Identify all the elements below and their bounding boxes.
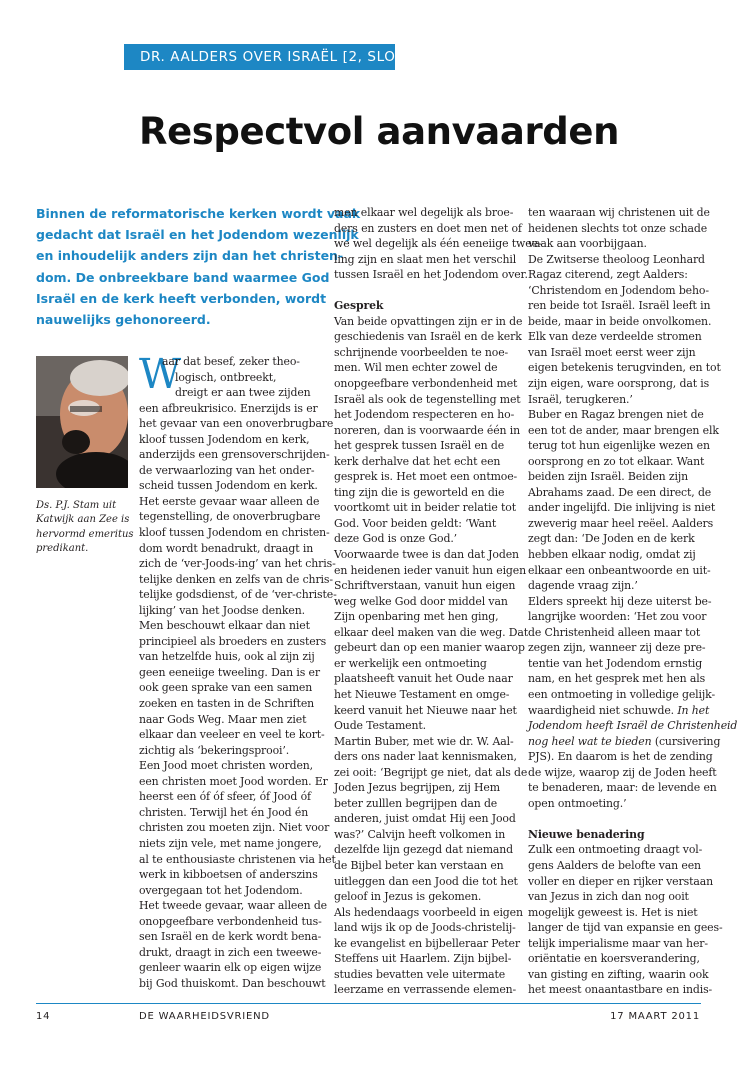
body-line: geschiedenis van Israël en de kerk bbox=[334, 330, 522, 344]
body-line: de verwaarlozing van het onder- bbox=[139, 463, 315, 477]
caption-line: predikant. bbox=[36, 543, 89, 555]
body-line: een christen moet Jood worden. Er bbox=[139, 774, 328, 788]
body-line: ting zijn die is geworteld en die bbox=[334, 485, 505, 499]
body-line: oorsprong en zo tot elkaar. Want bbox=[528, 454, 705, 468]
body-line: zijn eigen, ware oorsprong, dat is bbox=[528, 377, 710, 391]
body-line: waardigheid niet schuwde. In het bbox=[528, 703, 710, 717]
body-line bbox=[528, 734, 721, 750]
body-line: zegen zijn, wanneer zij deze pre- bbox=[528, 641, 706, 655]
body-line: Buber en Ragaz brengen niet de bbox=[528, 408, 704, 422]
intro-line: gedacht dat Israël en het Jodendom wezenlijk bbox=[36, 227, 359, 243]
body-line: dezelfde lijn gezegd dat niemand bbox=[334, 843, 514, 857]
body-line: Joden Jezus begrijpen, zij Hem bbox=[334, 781, 500, 795]
page-number: 14 bbox=[36, 1011, 51, 1022]
body-line: tegenstelling, de onoverbrugbare bbox=[139, 510, 321, 524]
body-line: kerk derhalve dat het echt een bbox=[334, 454, 501, 468]
body-line: het gesprek tussen Israël en de bbox=[334, 439, 505, 453]
body-line: terug tot hun eigenlijke wezen en bbox=[528, 439, 710, 453]
body-line: sen Israël en de kerk wordt bena- bbox=[139, 930, 322, 944]
body-line: eigen betekenis terugvinden, en tot bbox=[528, 361, 721, 375]
body-line: onopgeefbare verbondenheid tus- bbox=[139, 914, 322, 928]
body-line: van Israël moet eerst weer zijn bbox=[528, 345, 696, 359]
article-column-1 bbox=[139, 350, 337, 991]
paragraph-gap bbox=[334, 283, 514, 299]
caption-line: Katwijk aan Zee is bbox=[36, 514, 130, 526]
body-line: heidenen slechts tot onze schade bbox=[528, 221, 708, 235]
body-line: Schriftverstaan, vanuit hun eigen bbox=[334, 579, 516, 593]
body-line: zei ooit: ‘Begrijpt ge niet, dat als de bbox=[334, 765, 528, 779]
body-line: Van beide opvattingen zijn er in de bbox=[334, 314, 523, 328]
section-label: DR. AALDERS OVER ISRAËL [2, SLOT] bbox=[124, 44, 395, 70]
article-title: Respectvol aanvaarden bbox=[139, 110, 620, 153]
italic-quote: In het bbox=[677, 703, 710, 717]
body-line: Martin Buber, met wie dr. W. Aal- bbox=[334, 734, 514, 748]
body-line: de Bijbel beter kan verstaan en bbox=[334, 858, 504, 872]
body-line: men. Wil men echter zowel de bbox=[334, 361, 498, 375]
body-line: al te enthousiaste christenen via het bbox=[139, 852, 336, 866]
body-line: ders ons nader laat kennismaken, bbox=[334, 750, 517, 764]
body-line: naar Gods Weg. Maar men ziet bbox=[139, 712, 307, 726]
drop-cap: W bbox=[139, 350, 182, 398]
body-line: Zijn openbaring met hen ging, bbox=[334, 610, 499, 624]
caption-line: Ds. P.J. Stam uit bbox=[36, 500, 117, 511]
body-line: Voorwaarde twee is dan dat Joden bbox=[334, 548, 519, 562]
intro-line: dom. De onbreekbare band waarmee God bbox=[36, 269, 330, 285]
body-line: elkaar deel maken van die weg. Dat bbox=[334, 625, 528, 639]
body-line: er werkelijk een ontmoeting bbox=[334, 656, 487, 670]
body-line: tentie van het Jodendom ernstig bbox=[528, 656, 703, 670]
body-line: Het eerste gevaar waar alleen de bbox=[139, 494, 320, 508]
body-line: God. Voor beiden geldt: ‘Want bbox=[334, 516, 497, 530]
body-line: het gevaar van een onoverbrugbare bbox=[139, 417, 334, 431]
body-line: zichtig als ‘bekeringsprooi’. bbox=[139, 743, 290, 757]
body-line: ten waaraan wij christenen uit de bbox=[528, 206, 710, 219]
body-line: mogelijk geweest is. Het is niet bbox=[528, 905, 698, 919]
body-line: Steffens uit Haarlem. Zijn bijbel- bbox=[334, 952, 512, 966]
body-line: van hetzelfde huis, ook al zijn zij bbox=[139, 650, 315, 664]
body-line: voller en dieper en rijker verstaan bbox=[528, 874, 713, 888]
intro-line: nauwelijks gehonoreerd. bbox=[36, 312, 211, 328]
body-line: plaatsheeft vanuit het Oude naar bbox=[334, 672, 513, 686]
issue-date: 17 MAART 2011 bbox=[610, 1011, 700, 1022]
body-line: telijke godsdienst, of de ‘ver-christe- bbox=[139, 588, 337, 602]
body-line: drukt, draagt in zich een tweewe- bbox=[139, 945, 322, 959]
body-line: ling zijn en slaat men het verschil bbox=[334, 252, 517, 266]
subheading-nieuwe-benadering: Nieuwe benadering bbox=[528, 827, 645, 841]
paragraph-gap bbox=[528, 811, 708, 827]
body-line: lijking’ van het Joodse denken. bbox=[139, 603, 305, 617]
body-line: Men beschouwt elkaar dan niet bbox=[139, 619, 310, 633]
body-line: ders en zusters en doet men net of bbox=[334, 221, 522, 235]
body-line: ren beide tot Israël. Israël leeft in bbox=[528, 299, 711, 313]
body-line: overgegaan tot het Jodendom. bbox=[139, 883, 303, 897]
body-line: anderzijds een grensoverschrijden- bbox=[139, 448, 330, 462]
body-line: beide, maar in beide onvolkomen. bbox=[528, 314, 712, 328]
body-line: Israël, terugkeren.’ bbox=[528, 392, 633, 406]
body-line: genleer waarin elk op eigen wijze bbox=[139, 961, 322, 975]
body-line: onopgeefbare verbondenheid met bbox=[334, 377, 518, 391]
body-line: geloof in Jezus is gekomen. bbox=[334, 890, 482, 904]
body-line: schrijnende voorbeelden te noe- bbox=[334, 345, 509, 359]
body-line: dagende vraag zijn.’ bbox=[528, 579, 638, 593]
body-line: Oude Testament. bbox=[334, 719, 426, 733]
body-line: het meest onaantastbare en indis- bbox=[528, 983, 713, 997]
body-line: kloof tussen Jodendom en christen- bbox=[139, 526, 330, 540]
body-line: we wel degelijk als één eeneiige twee- bbox=[334, 237, 542, 251]
body-line: het Nieuwe Testament en omge- bbox=[334, 687, 510, 701]
body-line: een tot de ander, maar brengen elk bbox=[528, 423, 719, 437]
publication-name: DE WAARHEIDSVRIEND bbox=[139, 1011, 270, 1022]
body-line: elkaar een onbeantwoorde en uit- bbox=[528, 563, 711, 577]
citation-note: (cursivering bbox=[654, 734, 721, 748]
body-line: Een Jood moet christen worden, bbox=[139, 759, 314, 773]
body-line: Zulk een ontmoeting draagt vol- bbox=[528, 843, 703, 857]
body-line: Elk van deze verdeelde stromen bbox=[528, 330, 702, 344]
body-line: ander ingelijfd. Die inlijving is niet bbox=[528, 501, 716, 515]
body-line: telijke denken en zelfs van de chris- bbox=[139, 572, 333, 586]
photo-caption bbox=[36, 499, 134, 557]
body-line: Elders spreekt hij deze uiterst be- bbox=[528, 594, 712, 608]
body-line: oriëntatie en koersverandering, bbox=[528, 952, 700, 966]
body-line: Israël als ook de tegenstelling met bbox=[334, 392, 521, 406]
body-line: Abrahams zaad. De een direct, de bbox=[528, 485, 712, 499]
article-column-2 bbox=[334, 205, 542, 998]
body-line: principieel als broeders en zusters bbox=[139, 634, 327, 648]
body-line: men elkaar wel degelijk als broe- bbox=[334, 206, 514, 219]
body-line: telijk imperialisme maar van her- bbox=[528, 936, 708, 950]
body-line: van gisting en zifting, waarin ook bbox=[528, 967, 709, 981]
body-line: de wijze, waarop zij de Joden heeft bbox=[528, 765, 717, 779]
body-line: land wijs ik op de Joods-christelij- bbox=[334, 921, 516, 935]
body-line: gens Aalders de belofte van een bbox=[528, 858, 701, 872]
body-line: noreren, dan is voorwaarde één in bbox=[334, 423, 521, 437]
body-line: voortkomt uit in beider relatie tot bbox=[334, 501, 516, 515]
body-line: elkaar dan veeleer en veel te kort- bbox=[139, 728, 325, 742]
body-line: beiden zijn Israël. Beiden zijn bbox=[528, 470, 689, 484]
body-line: heerst een óf óf sfeer, óf Jood óf bbox=[139, 790, 311, 804]
body-line: PJS). En daarom is het de zending bbox=[528, 750, 713, 764]
body-line: gesprek is. Het moet een ontmoe- bbox=[334, 470, 518, 484]
body-line: Ragaz citerend, zegt Aalders: bbox=[528, 268, 688, 282]
body-line: te benaderen, maar: de levende en bbox=[528, 781, 717, 795]
body-line: beter zulllen begrijpen dan de bbox=[334, 796, 498, 810]
body-line: Het tweede gevaar, waar alleen de bbox=[139, 899, 327, 913]
body-line: zich de ‘ver-Joods-ing’ van het chris- bbox=[139, 557, 336, 571]
intro-line: en inhoudelijk anders zijn dan het christen- bbox=[36, 248, 344, 264]
body-line: weg welke God door middel van bbox=[334, 594, 508, 608]
body-line: een afbreukrisico. Enerzijds is er bbox=[139, 401, 318, 415]
body-line: bij God thuiskomt. Dan beschouwt bbox=[139, 976, 326, 990]
body-line: dreigt er aan twee zijden bbox=[175, 386, 311, 400]
body-line: anderen, juist omdat Hij een Jood bbox=[334, 812, 516, 826]
intro-line: Binnen de reformatorische kerken wordt vaak bbox=[36, 206, 361, 221]
italic-quote: Jodendom heeft Israël de Christenheid bbox=[528, 719, 738, 733]
body-line: en heidenen ieder vanuit hun eigen bbox=[334, 563, 527, 577]
subheading-gesprek: Gesprek bbox=[334, 299, 384, 313]
body-line: tussen Israël en het Jodendom over. bbox=[334, 268, 528, 282]
author-photo bbox=[36, 356, 128, 488]
body-line: keerd vanuit het Nieuwe naar het bbox=[334, 703, 517, 717]
body-line: open ontmoeting.’ bbox=[528, 796, 627, 810]
body-line: De Zwitserse theoloog Leonhard bbox=[528, 252, 705, 266]
body-line: christen zou moeten zijn. Niet voor bbox=[139, 821, 330, 835]
intro-line: Israël en de kerk heeft verbonden, wordt bbox=[36, 290, 327, 306]
body-line: christen. Terwijl het én Jood én bbox=[139, 805, 309, 819]
body-line: van Jezus in zich dan nog ooit bbox=[528, 890, 689, 904]
body-line: kloof tussen Jodendom en kerk, bbox=[139, 432, 310, 446]
body-line: niets zijn vele, met name jongere, bbox=[139, 836, 322, 850]
body-line: leerzame en verrassende elemen- bbox=[334, 983, 517, 997]
body-line: langer de tijd van expansie en gees- bbox=[528, 921, 723, 935]
body-line: het Jodendom respecteren en ho- bbox=[334, 408, 515, 422]
body-line: ook geen sprake van een samen bbox=[139, 681, 313, 695]
body-line: logisch, ontbreekt, bbox=[175, 370, 277, 384]
body-line: geen eeneiige tweeling. Dan is er bbox=[139, 665, 320, 679]
caption-line: hervormd emeritus bbox=[36, 528, 134, 540]
footer-divider bbox=[36, 1003, 701, 1004]
body-line: langrijke woorden: ‘Het zou voor bbox=[528, 610, 707, 624]
body-line: was?’ Calvijn heeft volkomen in bbox=[334, 827, 506, 841]
article-column-3 bbox=[528, 205, 738, 998]
body-line: dom wordt benadrukt, draagt in bbox=[139, 541, 314, 555]
italic-quote: nog heel wat te bieden bbox=[528, 734, 652, 748]
body-line: nam, en het gesprek met hen als bbox=[528, 672, 706, 686]
body-line: de Christenheid alleen maar tot bbox=[528, 625, 701, 639]
body-line: ‘Christendom en Jodendom beho- bbox=[528, 283, 709, 297]
body-line: zweverig maar heel reëel. Aalders bbox=[528, 516, 714, 530]
body-line: scheid tussen Jodendom en kerk. bbox=[139, 479, 318, 493]
body-line: aar dat besef, zeker theo- bbox=[162, 355, 300, 368]
body-line: vaak aan voorbijgaan. bbox=[528, 237, 647, 251]
body-line: zegt dan: ‘De Joden en de kerk bbox=[528, 532, 695, 546]
body-line: een ontmoeting in volledige gelijk- bbox=[528, 687, 716, 701]
body-line: gebeurt dan op een manier waarop bbox=[334, 641, 525, 655]
author-portrait-image bbox=[36, 356, 128, 488]
body-line: Als hedendaags voorbeeld in eigen bbox=[334, 905, 523, 919]
body-line: uitleggen dan een Jood die tot het bbox=[334, 874, 518, 888]
body-line: studies bevatten vele uitermate bbox=[334, 967, 506, 981]
body-line: zoeken en tasten in de Schriften bbox=[139, 697, 315, 711]
body-line: hebben elkaar nodig, omdat zij bbox=[528, 548, 696, 562]
body-line: deze God is onze God.’ bbox=[334, 532, 458, 546]
body-line: werk in kibboetsen of anderszins bbox=[139, 868, 318, 882]
body-line: ke evangelist en bijbelleraar Peter bbox=[334, 936, 520, 950]
